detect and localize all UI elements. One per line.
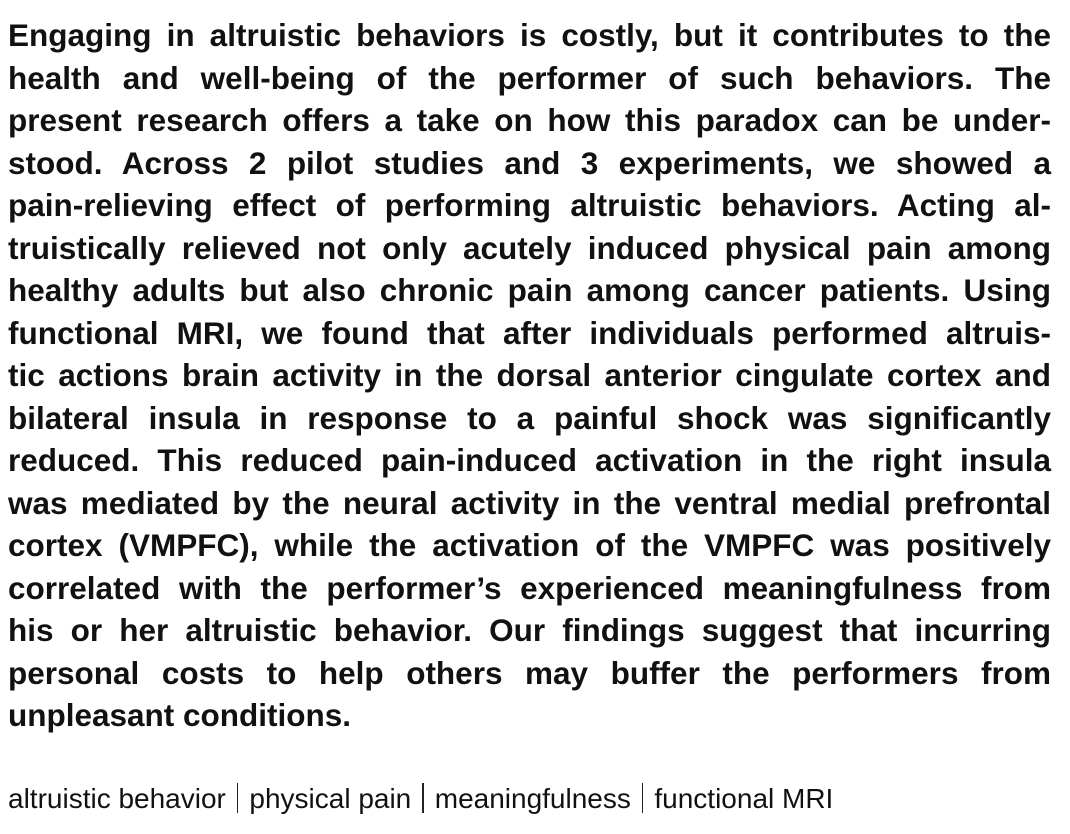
abstract-line: correlated with the performer’s experienced meaningfulness from [8, 569, 1051, 606]
abstract-line: truistically relieved not only acutely induced physical pain among [8, 229, 1051, 266]
keyword-separator [642, 783, 644, 813]
keyword-separator [237, 783, 239, 813]
abstract-line: stood. Across 2 pilot studies and 3 experiments, we showed a [8, 144, 1051, 181]
keyword: physical pain [249, 783, 412, 814]
abstract-line: Engaging in altruistic behaviors is costly, but it contributes to the [8, 17, 1051, 53]
keyword-separator [422, 783, 424, 813]
abstract-line: his or her altruistic behavior. Our findings suggest that incurring [8, 612, 1051, 648]
keyword: altruistic behavior [8, 783, 226, 814]
keyword: meaningfulness [434, 783, 631, 814]
abstract-paragraph [8, 14, 1051, 737]
abstract-line: present research offers a take on how this paradox can be under- [8, 102, 1051, 138]
keyword: functional MRI [654, 783, 834, 814]
abstract-line: cortex (VMPFC), while the activation of the VMPFC was positively [8, 527, 1051, 563]
abstract-line: personal costs to help others may buffer the performers from [8, 654, 1051, 691]
abstract-line: healthy adults but also chronic pain among cancer patients. Using [8, 272, 1051, 308]
abstract-line: was mediated by the neural activity in the ventral medial prefrontal [8, 484, 1051, 521]
keywords-list [8, 781, 833, 817]
abstract-line: bilateral insula in response to a painful shock was significantly [8, 399, 1051, 436]
abstract-line: health and well-being of the performer of such behaviors. The [8, 59, 1051, 96]
abstract-line: reduced. This reduced pain-induced activation in the right insula [8, 442, 1051, 478]
abstract-line: tic actions brain activity in the dorsal anterior cingulate cortex and [8, 357, 1051, 393]
abstract-line: functional MRI, we found that after individuals performed altruis- [8, 314, 1051, 351]
abstract-line: pain-relieving effect of performing altruistic behaviors. Acting al- [8, 187, 1051, 223]
abstract-line: unpleasant conditions. [8, 697, 352, 733]
